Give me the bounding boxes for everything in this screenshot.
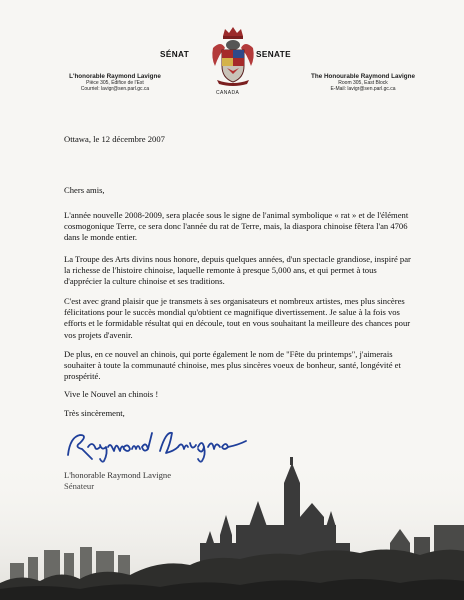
letter-closing: Très sincèrement, <box>64 408 125 418</box>
letterhead-email-fr: Courriel: lavigr@sen.parl.gc.ca <box>80 86 150 93</box>
letterhead-left-block <box>40 73 190 93</box>
letter-paragraph: De plus, en ce nouvel an chinois, qui porte également le nom de "Fête du printemps", j'aimerais souhaiter à toute la communauté chinoise, mes plus sincères voeux de bonheur, santé, longévité et prospérité. <box>64 349 401 382</box>
letter-paragraph: Vive le Nouvel an chinois ! <box>64 389 159 399</box>
letter-paragraph: C'est avec grand plaisir que je transmets à ses organisateurs et nombreux artistes, mes plus sincères félicitations pour le succès mondial qu'obtient ce magnifique divertissement. Je salue à la fois vos efforts et le formidable résultat qui en découle, tout en vous souhaitant la meilleure des chances pour vos projets d'avenir. <box>64 296 411 340</box>
letter-salutation: Chers amis, <box>64 185 105 195</box>
senat-label: SÉNAT <box>160 50 190 59</box>
letter-date: Ottawa, le 12 décembre 2007 <box>64 134 165 144</box>
letterhead-room-en: Room 305, East Block <box>338 80 388 86</box>
letterhead-name-fr: L'honorable Raymond Lavigne <box>69 73 161 80</box>
letterhead-right-block <box>288 73 438 93</box>
letterhead-email-en: E-Mail: lavigr@sen.parl.gc.ca <box>330 86 396 93</box>
letter-paragraph: L'année nouvelle 2008-2009, sera placée sous le signe de l'animal symbolique « rat » et de l'élément cosmogonique Terre, ce sera donc l'année du rat de Terre, mais, la diaspora chinoise fêtera l'an 4706 dans le monde entier. <box>64 210 409 243</box>
letterhead-name-en: The Honourable Raymond Lavigne <box>311 73 415 80</box>
senate-crest-icon <box>209 26 257 86</box>
canada-label: CANADA <box>216 90 240 96</box>
parliament-skyline-image <box>0 455 464 600</box>
letterhead-room-fr: Pièce 305, Édifice de l'Est <box>86 80 144 86</box>
senate-label: SENATE <box>256 50 292 59</box>
letter-paragraph: La Troupe des Arts divins nous honore, depuis quelques années, d'un spectacle grandiose, inspiré par la richesse de l'histoire chinoise, laquelle remonte à presque 5,000 ans, et qui permet à tous d'apprécier la culture chinoise et ses traditions. <box>64 254 411 287</box>
